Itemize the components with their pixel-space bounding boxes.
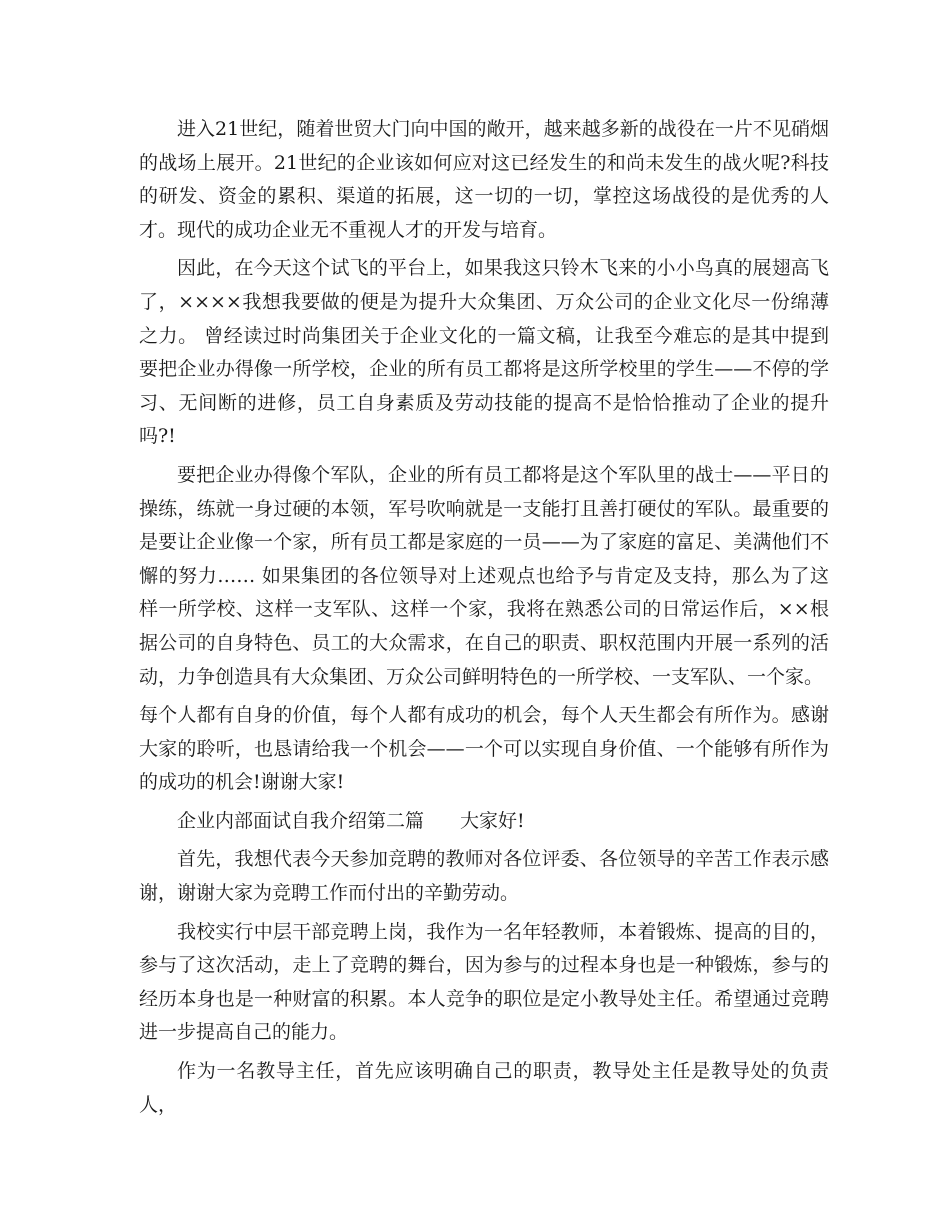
document-body xyxy=(139,113,829,1122)
paragraph-7: 作为一名教导主任，首先应该明确自己的职责，教导处主任是教导处的负责人， xyxy=(139,1060,829,1116)
paragraph-3: 要把企业办得像个军队，企业的所有员工都将是这个军队里的战士——平日的操练，练就一身过硬的本领，军号吹响就是一支能打且善打硬仗的军队。最重要的是要让企业像一个家，所有员工都是家庭的一员——为了家庭的富足、美满他们不懈的努力…… 如果集团的各位领导对上述观点也给予与肯定及支持，那么为了这样一所学校、这样一支军队、这样一个家，我将在熟悉公司的日常运作后，××根据公司的自身特色、员工的大众需求，在自己的职责、职权范围内开展一系列的活动，力争创造具有大众集团、万众公司鲜明特色的一所学校、一支军队、一个家。 xyxy=(139,463,829,688)
paragraph-4: 每个人都有自身的价值，每个人都有成功的机会，每个人天生都会有所作为。感谢大家的聆听，也恳请给我一个机会——一个可以实现自身价值、一个能够有所作为的成功的机会!谢谢大家! xyxy=(139,704,829,794)
section-heading-line xyxy=(139,805,829,839)
paragraph-1: 进入21世纪，随着世贸大门向中国的敞开，越来越多新的战役在一片不见硝烟的战场上展开。21世纪的企业该如何应对这已经发生的和尚未发生的战火呢?科技的研发、资金的累积、渠道的拓展，这一切的一切，掌控这场战役的是优秀的人才。现代的成功企业无不重视人才的开发与培育。 xyxy=(139,118,829,241)
paragraph-5: 首先，我想代表今天参加竞聘的教师对各位评委、各位领导的辛苦工作表示感谢，谢谢大家为竞聘工作而付出的辛勤劳动。 xyxy=(139,848,829,905)
paragraph-2: 因此，在今天这个试飞的平台上，如果我这只铃木飞来的小小鸟真的展翅高飞了，××××我想我要做的便是为提升大众集团、万众公司的企业文化尽一份绵薄之力。 曾经读过时尚集团关于企业文化的一篇文稿，让我至今难忘的是其中提到要把企业办得像一所学校，企业的所有员工都将是这所学校里的学生——不停的学习、无间断的进修，员工自身素质及劳动技能的提高不是恰恰推动了企业的提升吗?! xyxy=(139,257,829,448)
greeting: 大家好! xyxy=(460,809,525,832)
paragraph-6: 我校实行中层干部竞聘上岗，我作为一名年轻教师，本着锻炼、提高的目的，参与了这次活动，走上了竞聘的舞台，因为参与的过程本身也是一种锻炼，参与的经历本身也是一种财富的积累。本人竞争的职位是定小教导处主任。希望通过竞聘进一步提高自己的能力。 xyxy=(139,920,829,1044)
section-title: 企业内部面试自我介绍第二篇 xyxy=(177,809,425,832)
